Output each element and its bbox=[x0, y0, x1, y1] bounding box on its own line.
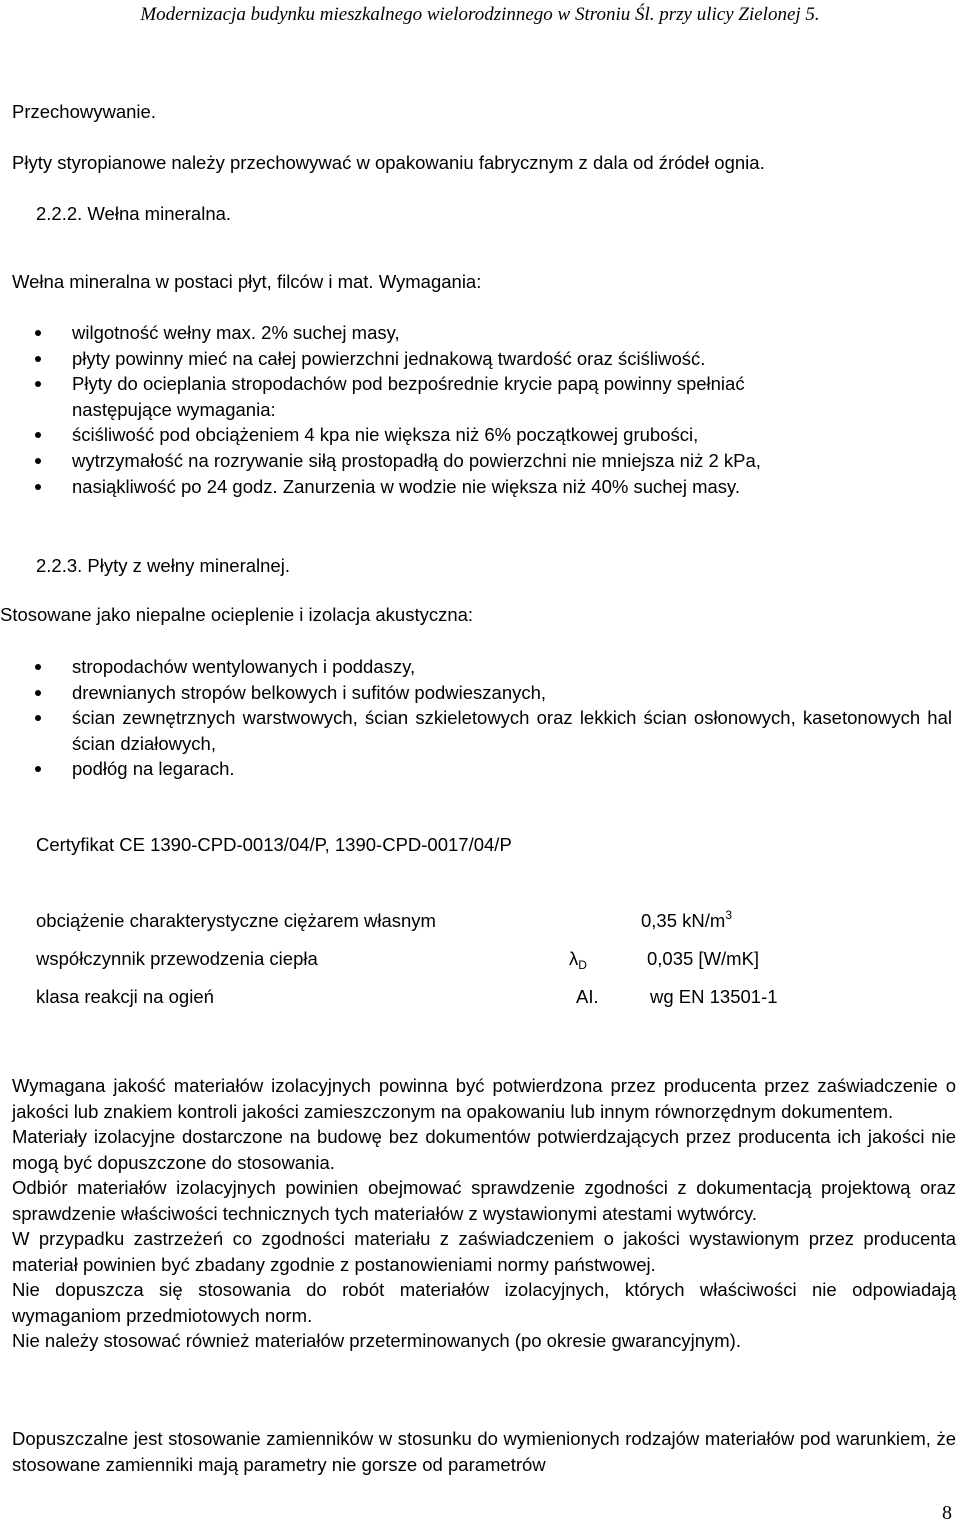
property-symbol: AI. bbox=[576, 986, 599, 1007]
paragraph: Odbiór materiałów izolacyjnych powinien obejmować sprawdzenie zgodności z dokumentacją projektową oraz sprawdzenie właściwości technicznych tych materiałów z wystawionymi atestami wytwórcy. bbox=[12, 1177, 956, 1224]
paragraph: Materiały izolacyjne dostarczone na budowę bez dokumentów potwierdzających przez producenta ich jakości nie mogą być dopuszczone do stosowania. bbox=[12, 1126, 956, 1173]
property-label: współczynnik przewodzenia ciepła bbox=[36, 948, 318, 969]
list-item: podłóg na legarach. bbox=[12, 756, 952, 782]
property-label: klasa reakcji na ogień bbox=[36, 986, 214, 1007]
property-symbol: $\lambda_D$ bbox=[569, 948, 587, 972]
property-value: 0,35 $kN/m^3$ bbox=[641, 908, 732, 931]
page-number: 8 bbox=[942, 1502, 952, 1524]
final-paragraph: Dopuszczalne jest stosowanie zamienników w stosunku do wymienionych rodzajów materiałów pod warunkiem, że stosowane zamienniki mają parametry nie gorsze od parametrów bbox=[12, 1428, 956, 1475]
paragraph: Nie dopuszcza się stosowania do robót materiałów izolacyjnych, których właściwości nie odpowiadają wymaganiom przedmiotowych norm. bbox=[12, 1279, 956, 1326]
applications-intro: Stosowane jako niepalne ocieplenie i izolacja akustyczna: bbox=[0, 604, 474, 625]
list-item: płyty powinny mieć na całej powierzchni jednakową twardość oraz ściśliwość. bbox=[12, 346, 952, 372]
list-item: Płyty do ocieplania stropodachów pod bezpośrednie krycie papą powinny spełniać następujące wymagania: bbox=[12, 371, 952, 422]
paragraph: Wymagana jakość materiałów izolacyjnych powinna być potwierdzona przez producenta przez zaświadczenie o jakości lub znakiem kontroli jakości zamieszczonym na opakowaniu lub innym równorzędnym dokumentem. bbox=[12, 1075, 956, 1122]
property-value: 0,035 [W/mK] bbox=[647, 948, 760, 969]
paragraph: Nie należy stosować również materiałów przeterminowanych (po okresie gwarancyjnym). bbox=[12, 1330, 741, 1351]
symbol-subscript: D bbox=[578, 958, 587, 972]
quality-paragraphs bbox=[12, 1073, 956, 1354]
applications-list bbox=[12, 654, 952, 782]
section-heading-223: 2.2.3. Płyty z wełny mineralnej. bbox=[36, 555, 290, 576]
storage-heading: Przechowywanie. bbox=[12, 101, 156, 122]
wool-requirements-list bbox=[12, 320, 952, 499]
storage-text: Płyty styropianowe należy przechowywać w opakowaniu fabrycznym z dala od źródeł ognia. bbox=[12, 152, 765, 173]
list-item: wytrzymałość na rozrywanie siłą prostopadłą do powierzchni nie mniejsza niż 2 kPa, bbox=[12, 448, 952, 474]
section-heading-222: 2.2.2. Wełna mineralna. bbox=[36, 203, 232, 224]
list-item: ściśliwość pod obciążeniem 4 kpa nie większa niż 6% początkowej grubości, bbox=[12, 422, 952, 448]
list-item: nasiąkliwość po 24 godz. Zanurzenia w wodzie nie większa niż 40% suchej masy. bbox=[12, 474, 952, 500]
list-item: ścian zewnętrznych warstwowych, ścian szkieletowych oraz lekkich ścian osłonowych, kasetonowych hal ścian działowych, bbox=[12, 705, 952, 756]
page-header: Modernizacja budynku mieszkalnego wielorodzinnego w Stroniu Śl. przy ulicy Zielonej 5. bbox=[140, 4, 820, 25]
list-item: drewnianych stropów belkowych i sufitów podwieszanych, bbox=[12, 680, 952, 706]
wool-intro: Wełna mineralna w postaci płyt, filców i mat. Wymagania: bbox=[12, 271, 482, 292]
property-label: obciążenie charakterystyczne ciężarem własnym bbox=[36, 910, 436, 931]
paragraph: W przypadku zastrzeżeń co zgodności materiału z zaświadczeniem o jakości wystawionym przez producenta materiał powinien być zbadany zgodnie z postanowieniami normy państwowej. bbox=[12, 1228, 956, 1275]
property-value: wg EN 13501-1 bbox=[650, 986, 778, 1007]
list-item: stropodachów wentylowanych i poddaszy, bbox=[12, 654, 952, 680]
certificate: Certyfikat CE 1390-CPD-0013/04/P, 1390-CPD-0017/04/P bbox=[36, 834, 512, 855]
list-item: wilgotność wełny max. 2% suchej masy, bbox=[12, 320, 952, 346]
value-superscript: 3 bbox=[725, 908, 732, 922]
